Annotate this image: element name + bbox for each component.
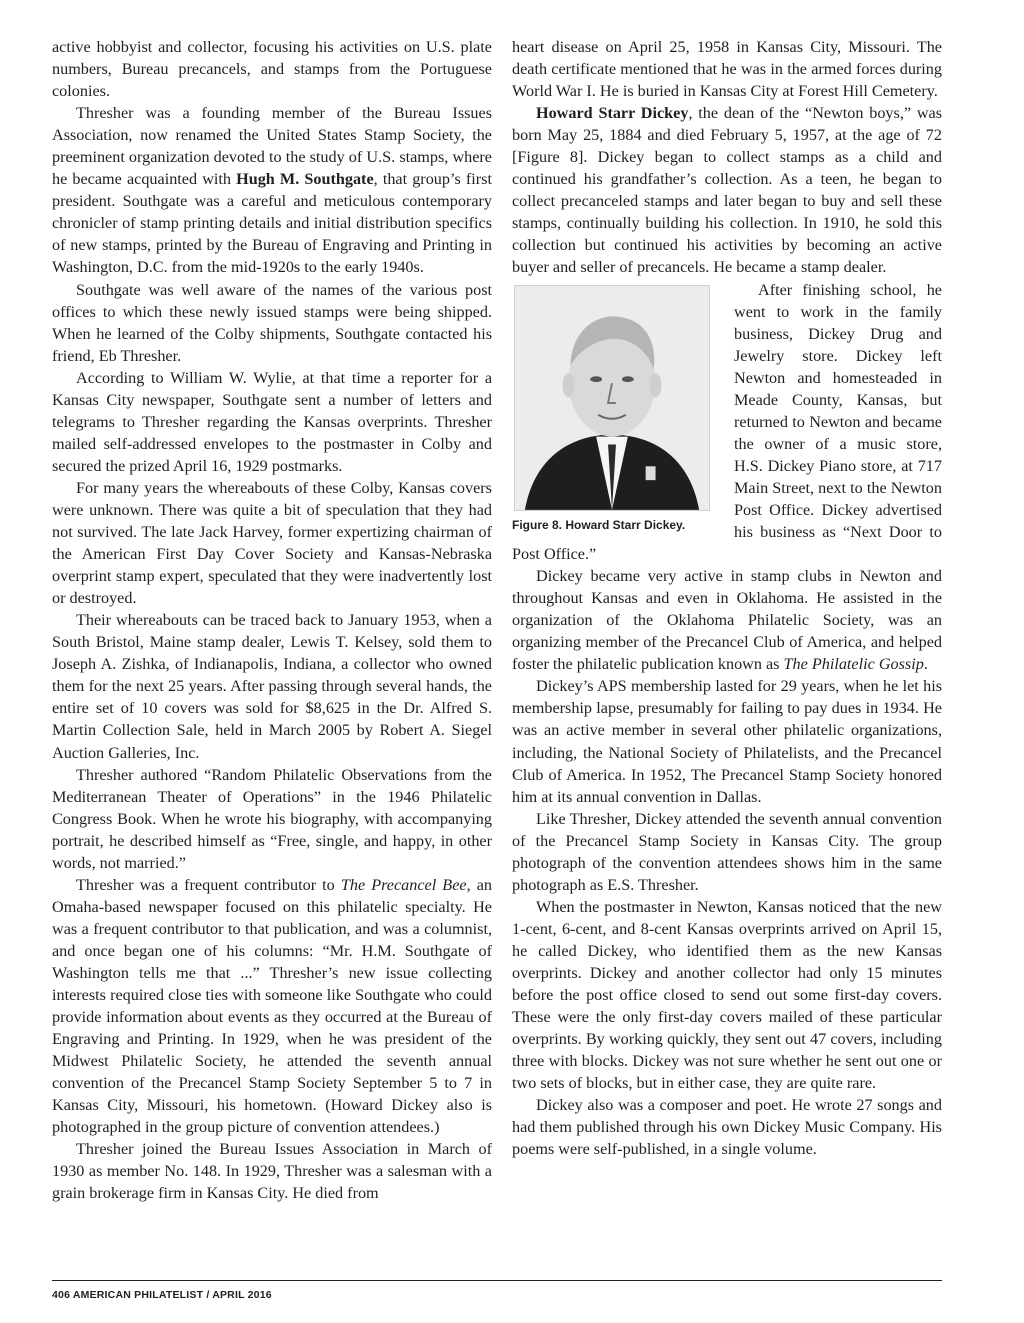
paragraph: [512, 565, 942, 675]
paragraph: [52, 609, 492, 763]
person-name-bold: Howard Starr Dickey: [536, 104, 689, 123]
figure-caption: Figure 8. Howard Starr Dickey.: [512, 517, 686, 532]
paragraph: [512, 896, 942, 1094]
paragraph-text: active hobbyist and collector, focusing his activities on U.S. plate numbers, Bureau precancels, and stamps from the Portuguese colonies.: [52, 38, 492, 101]
paragraph-text: .: [923, 655, 928, 674]
paragraph-text: Thresher was a founding member of the Bureau Issues Association, now renamed the United States Stamp Society, the preeminent organization devoted to the study of U.S. stamps, where he became acquainted with: [52, 104, 492, 189]
paragraph-text: Like Thresher, Dickey attended the seventh annual convention of the Precancel Stamp Society in Kansas City. The group photograph of the convention attendees shows him in the same photograph as E.S. Thresher.: [512, 809, 942, 894]
paragraph: [52, 477, 492, 609]
publication-title-italic: The Precancel Bee: [340, 875, 467, 894]
paragraph: [512, 102, 942, 278]
paragraph: [512, 675, 942, 807]
figure-8: [512, 285, 720, 533]
paragraph-text: Dickey became very active in stamp clubs in Newton and throughout Kansas and even in Oklahoma. He assisted in the organization of the Oklahoma Philatelic Society, was an organizing member of the Precancel Club of America, and helped foster the philatelic publication known as: [512, 567, 942, 674]
left-column: [52, 36, 492, 1204]
publication-title-italic: The Philatelic Gossip: [783, 655, 924, 674]
paragraph: [52, 279, 492, 367]
paragraph: [52, 1138, 492, 1204]
paragraph: [512, 808, 942, 896]
paragraph-text: Thresher was a frequent contributor to: [76, 875, 341, 894]
paragraph: [52, 36, 492, 102]
portrait-illustration: [515, 286, 709, 510]
paragraph-text: , that group’s first president. Southgate was a careful and meticulous contemporary chronicler of stamp printing details and initial distribution specifics of new stamps, printed by the Bureau of Engraving and Printing in Washington, D.C. from the mid-1920s to the early 1940s.: [52, 170, 492, 277]
portrait-photo: [514, 285, 710, 511]
paragraph: [512, 279, 942, 566]
right-column: [512, 36, 942, 1160]
footer-divider: [52, 1280, 942, 1281]
paragraph: [52, 102, 492, 278]
paragraph-text: For many years the whereabouts of these Colby, Kansas covers were unknown. There was quite a bit of speculation that they had not survived. The late Jack Harvey, former expertizing chairman of the American First Day Cover Society and Kansas-Nebraska overprint stamp expert, speculated that they were inadvertently lost or destroyed.: [52, 478, 492, 608]
paragraph: [52, 367, 492, 477]
paragraph-text: Southgate was well aware of the names of the various post offices to which these newly issued stamps were being shipped. When he learned of the Colby shipments, Southgate contacted his friend, Eb Thresher.: [52, 280, 492, 365]
person-name-bold: Hugh M. Southgate: [236, 170, 374, 189]
paragraph: [52, 764, 492, 874]
paragraph-text: , the dean of the “Newton boys,” was born May 25, 1884 and died February 5, 1957, at the age of 72 [Figure 8]. Dickey began to collect stamps as a child and continued his grandfather’s collection. As a teen, he began to collect precanceled stamps and later began to buy and sell these stamps, continually building his collection. In 1910, he sold this collection but continued his activities by becoming an active buyer and seller of precancels. He became a stamp dealer.: [512, 104, 943, 277]
paragraph-text: Thresher joined the Bureau Issues Association in March of 1930 as member No. 148. In 1929, Thresher was a salesman with a grain brokerage firm in Kansas City. He died from: [52, 1140, 492, 1203]
paragraph: [52, 874, 492, 1139]
paragraph-text: , an Omaha-based newspaper focused on this philatelic specialty. He was a frequent contributor to that publication, and was a columnist, and once began one of his columns: “Mr. H.M. Southgate of Washington tells me that ...” Thresher’s new issue collecting interests required close ties with someone like Southgate who could provide information about events as they occurred at the Bureau of Engraving and Printing. In 1929, when he was president of the Midwest Philatelic Society, he attended the seventh annual convention of the Precancel Stamp Society September 5 to 7 in Kansas City, Missouri, his hometown. (Howard Dickey also is photographed in the group picture of convention attendees.): [52, 875, 492, 1137]
paragraph-text: heart disease on April 25, 1958 in Kansas City, Missouri. The death certificate mentioned that he was in the armed forces during World War I. He is buried in Kansas City at Forest Hill Cemetery.: [512, 38, 942, 101]
paragraph: [512, 36, 942, 102]
paragraph-text: Their whereabouts can be traced back to January 1953, when a South Bristol, Maine stamp dealer, Lewis T. Kelsey, sold them to Joseph A. Zishka, of Indianapolis, Indiana, a collector who owned them for the next 25 years. After passing through several hands, the entire set of 10 covers was sold for $8,625 in the Dr. Alfred S. Martin Collection Sale, held in March 2005 by Robert A. Siegel Auction Galleries, Inc.: [52, 611, 492, 762]
paragraph-text: After finishing school, he went to work in the family business, Dickey Drug and Jewelry store. Dickey left Newton and homesteaded in Meade County, Kansas, but returned to Newton and became the owner of a music store, H.S. Dickey Piano store, at 717 Main Street, next to the Newton Post Office. Dickey advertised his business as “Next Door to Post Office.”: [512, 280, 942, 564]
paragraph-text: Thresher authored “Random Philatelic Observations from the Mediterranean Theater of Operations” in the 1946 Philatelic Congress Book. When he wrote his biography, with accompanying portrait, he described himself as “Free, single, and happy, in other words, not married.”: [52, 765, 492, 872]
paragraph-text: According to William W. Wylie, at that time a reporter for a Kansas City newspaper, Southgate sent a number of letters and telegrams to Thresher regarding the Kansas overprints. Thresher mailed self-addressed envelopes to the postmaster in Colby and secured the prized April 16, 1929 postmarks.: [52, 368, 492, 475]
page-footer: 406 AMERICAN PHILATELIST / APRIL 2016: [52, 1289, 272, 1301]
paragraph-text: When the postmaster in Newton, Kansas noticed that the new 1-cent, 6-cent, and 8-cent Kansas overprints arrived on April 15, he called Dickey, who identified them as the new Kansas overprints. Dickey and another collector had only 15 minutes before the post office closed to send out some first-day covers. These were the only first-day covers mailed of these particular overprints. By working quickly, they sent out 47 covers, including three with blocks. Dickey was not sure whether he sent out one or two sets of blocks, but in either case, they are quite rare.: [512, 897, 942, 1093]
paragraph: [512, 1094, 942, 1160]
paragraph-text: Dickey also was a composer and poet. He wrote 27 songs and had them published through his own Dickey Music Company. His poems were self-published, in a single volume.: [512, 1096, 942, 1159]
paragraph-text: Dickey’s APS membership lasted for 29 years, when he let his membership lapse, presumably for failing to pay dues in 1934. He was an active member in several other philatelic organizations, including, the National Society of Philatelists, and the Precancel Club of America. In 1952, The Precancel Stamp Society honored him at its annual convention in Dallas.: [512, 677, 942, 806]
